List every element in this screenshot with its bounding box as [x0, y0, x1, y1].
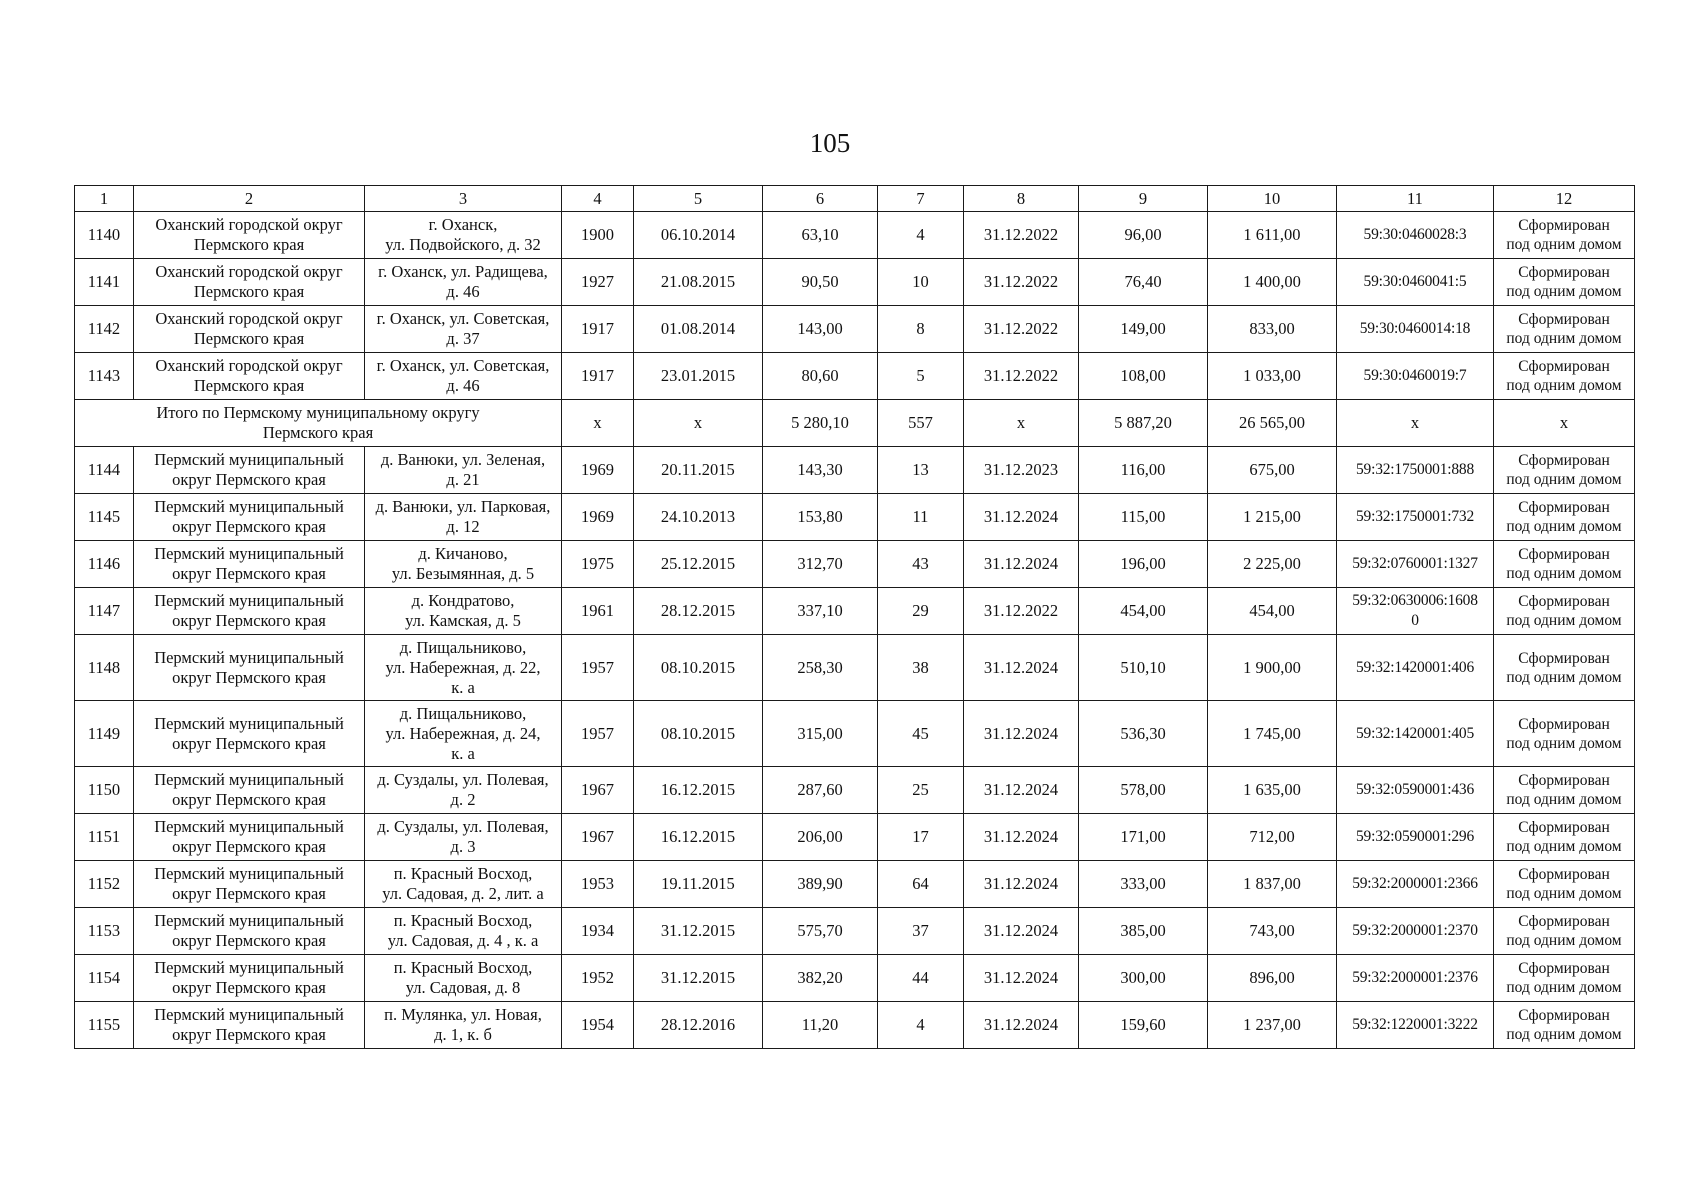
year-built-cell: 1954 — [562, 1002, 634, 1049]
year-built-cell: 1969 — [562, 447, 634, 494]
cadastral-number-cell: 59:32:2000001:2370 — [1337, 908, 1494, 955]
table-row — [75, 955, 1635, 1002]
area-cell: 382,20 — [763, 955, 878, 1002]
residents-cell: 13 — [878, 447, 964, 494]
area-cell: 80,60 — [763, 353, 878, 400]
table-row — [75, 635, 1635, 701]
recognition-date-cell: 06.10.2014 — [634, 212, 763, 259]
relocation-date-cell: 31.12.2022 — [964, 588, 1079, 635]
recognition-date-cell: 08.10.2015 — [634, 635, 763, 701]
residents-cell: 10 — [878, 259, 964, 306]
municipality-cell: Пермский муниципальный округ Пермского края — [134, 1002, 365, 1049]
cadastral-number-cell: 59:32:0630006:1608 0 — [1337, 588, 1494, 635]
total-value-cell: 557 — [878, 400, 964, 447]
cadastral-value-cell: 675,00 — [1208, 447, 1337, 494]
area-cell: 315,00 — [763, 701, 878, 767]
total-label: Итого по Пермскому муниципальному округу Пермского края — [75, 400, 562, 447]
relocation-date-cell: 31.12.2024 — [964, 494, 1079, 541]
recognition-date-cell: 31.12.2015 — [634, 908, 763, 955]
row-number-cell: 1152 — [75, 861, 134, 908]
year-built-cell: 1917 — [562, 353, 634, 400]
column-header: 6 — [763, 186, 878, 212]
municipality-cell: Пермский муниципальный округ Пермского края — [134, 908, 365, 955]
row-number-cell: 1142 — [75, 306, 134, 353]
recognition-date-cell: 25.12.2015 — [634, 541, 763, 588]
year-built-cell: 1967 — [562, 767, 634, 814]
year-built-cell: 1967 — [562, 814, 634, 861]
land-area-cell: 108,00 — [1079, 353, 1208, 400]
cadastral-value-cell: 1 237,00 — [1208, 1002, 1337, 1049]
cadastral-number-cell: 59:32:0590001:436 — [1337, 767, 1494, 814]
recognition-date-cell: 19.11.2015 — [634, 861, 763, 908]
land-area-cell: 149,00 — [1079, 306, 1208, 353]
year-built-cell: 1900 — [562, 212, 634, 259]
cadastral-value-cell: 1 400,00 — [1208, 259, 1337, 306]
relocation-date-cell: 31.12.2022 — [964, 212, 1079, 259]
area-cell: 575,70 — [763, 908, 878, 955]
recognition-date-cell: 21.08.2015 — [634, 259, 763, 306]
address-cell: г. Оханск, ул. Советская, д. 46 — [365, 353, 562, 400]
total-row — [75, 400, 1635, 447]
row-number-cell: 1146 — [75, 541, 134, 588]
area-cell: 90,50 — [763, 259, 878, 306]
cadastral-value-cell: 896,00 — [1208, 955, 1337, 1002]
land-status-cell: Сформирован под одним домом — [1494, 588, 1635, 635]
relocation-date-cell: 31.12.2024 — [964, 955, 1079, 1002]
cadastral-value-cell: 1 033,00 — [1208, 353, 1337, 400]
recognition-date-cell: 31.12.2015 — [634, 955, 763, 1002]
table-row — [75, 701, 1635, 767]
land-area-cell: 159,60 — [1079, 1002, 1208, 1049]
land-area-cell: 116,00 — [1079, 447, 1208, 494]
address-cell: п. Красный Восход, ул. Садовая, д. 2, лит. а — [365, 861, 562, 908]
land-status-cell: Сформирован под одним домом — [1494, 701, 1635, 767]
year-built-cell: 1953 — [562, 861, 634, 908]
address-cell: д. Кондратово, ул. Камская, д. 5 — [365, 588, 562, 635]
area-cell: 337,10 — [763, 588, 878, 635]
row-number-cell: 1153 — [75, 908, 134, 955]
year-built-cell: 1969 — [562, 494, 634, 541]
land-status-cell: Сформирован под одним домом — [1494, 1002, 1635, 1049]
address-cell: д. Кичаново, ул. Безымянная, д. 5 — [365, 541, 562, 588]
total-value-cell: х — [964, 400, 1079, 447]
column-number-row — [75, 186, 1635, 212]
cadastral-value-cell: 833,00 — [1208, 306, 1337, 353]
land-status-cell: Сформирован под одним домом — [1494, 955, 1635, 1002]
residents-cell: 64 — [878, 861, 964, 908]
recognition-date-cell: 08.10.2015 — [634, 701, 763, 767]
residents-cell: 8 — [878, 306, 964, 353]
year-built-cell: 1934 — [562, 908, 634, 955]
address-cell: д. Пищальниково, ул. Набережная, д. 22, к. а — [365, 635, 562, 701]
land-area-cell: 578,00 — [1079, 767, 1208, 814]
area-cell: 258,30 — [763, 635, 878, 701]
row-number-cell: 1145 — [75, 494, 134, 541]
total-value-cell: х — [634, 400, 763, 447]
table-row — [75, 908, 1635, 955]
municipality-cell: Пермский муниципальный округ Пермского края — [134, 861, 365, 908]
total-value-cell: х — [1494, 400, 1635, 447]
housing-register-table — [74, 185, 1635, 1049]
cadastral-value-cell: 1 745,00 — [1208, 701, 1337, 767]
land-area-cell: 300,00 — [1079, 955, 1208, 1002]
cadastral-number-cell: 59:32:0760001:1327 — [1337, 541, 1494, 588]
cadastral-number-cell: 59:32:1750001:732 — [1337, 494, 1494, 541]
residents-cell: 43 — [878, 541, 964, 588]
land-status-cell: Сформирован под одним домом — [1494, 861, 1635, 908]
residents-cell: 11 — [878, 494, 964, 541]
land-area-cell: 333,00 — [1079, 861, 1208, 908]
land-area-cell: 171,00 — [1079, 814, 1208, 861]
relocation-date-cell: 31.12.2024 — [964, 701, 1079, 767]
total-value-cell: 26 565,00 — [1208, 400, 1337, 447]
relocation-date-cell: 31.12.2024 — [964, 1002, 1079, 1049]
land-status-cell: Сформирован под одним домом — [1494, 635, 1635, 701]
column-header: 9 — [1079, 186, 1208, 212]
year-built-cell: 1927 — [562, 259, 634, 306]
address-cell: д. Ванюки, ул. Парковая, д. 12 — [365, 494, 562, 541]
residents-cell: 29 — [878, 588, 964, 635]
cadastral-number-cell: 59:32:2000001:2366 — [1337, 861, 1494, 908]
cadastral-number-cell: 59:32:0590001:296 — [1337, 814, 1494, 861]
residents-cell: 5 — [878, 353, 964, 400]
table-row — [75, 1002, 1635, 1049]
column-header: 2 — [134, 186, 365, 212]
area-cell: 389,90 — [763, 861, 878, 908]
table-row — [75, 541, 1635, 588]
row-number-cell: 1150 — [75, 767, 134, 814]
residents-cell: 44 — [878, 955, 964, 1002]
land-area-cell: 115,00 — [1079, 494, 1208, 541]
address-cell: д. Суздалы, ул. Полевая, д. 3 — [365, 814, 562, 861]
land-status-cell: Сформирован под одним домом — [1494, 541, 1635, 588]
column-header: 10 — [1208, 186, 1337, 212]
land-status-cell: Сформирован под одним домом — [1494, 814, 1635, 861]
municipality-cell: Оханский городской округ Пермского края — [134, 306, 365, 353]
table-row — [75, 353, 1635, 400]
municipality-cell: Пермский муниципальный округ Пермского края — [134, 541, 365, 588]
recognition-date-cell: 28.12.2015 — [634, 588, 763, 635]
year-built-cell: 1917 — [562, 306, 634, 353]
cadastral-number-cell: 59:30:0460041:5 — [1337, 259, 1494, 306]
recognition-date-cell: 24.10.2013 — [634, 494, 763, 541]
land-area-cell: 385,00 — [1079, 908, 1208, 955]
relocation-date-cell: 31.12.2024 — [964, 861, 1079, 908]
row-number-cell: 1141 — [75, 259, 134, 306]
area-cell: 63,10 — [763, 212, 878, 259]
residents-cell: 25 — [878, 767, 964, 814]
cadastral-number-cell: 59:30:0460028:3 — [1337, 212, 1494, 259]
address-cell: г. Оханск, ул. Советская, д. 37 — [365, 306, 562, 353]
address-cell: д. Ванюки, ул. Зеленая, д. 21 — [365, 447, 562, 494]
relocation-date-cell: 31.12.2023 — [964, 447, 1079, 494]
recognition-date-cell: 28.12.2016 — [634, 1002, 763, 1049]
table-row — [75, 767, 1635, 814]
relocation-date-cell: 31.12.2022 — [964, 353, 1079, 400]
relocation-date-cell: 31.12.2024 — [964, 541, 1079, 588]
table-row — [75, 494, 1635, 541]
cadastral-value-cell: 1 215,00 — [1208, 494, 1337, 541]
municipality-cell: Пермский муниципальный округ Пермского края — [134, 588, 365, 635]
row-number-cell: 1140 — [75, 212, 134, 259]
cadastral-number-cell: 59:32:1750001:888 — [1337, 447, 1494, 494]
address-cell: г. Оханск, ул. Подвойского, д. 32 — [365, 212, 562, 259]
land-status-cell: Сформирован под одним домом — [1494, 494, 1635, 541]
row-number-cell: 1147 — [75, 588, 134, 635]
address-cell: п. Красный Восход, ул. Садовая, д. 8 — [365, 955, 562, 1002]
municipality-cell: Пермский муниципальный округ Пермского края — [134, 635, 365, 701]
row-number-cell: 1154 — [75, 955, 134, 1002]
relocation-date-cell: 31.12.2022 — [964, 306, 1079, 353]
year-built-cell: 1957 — [562, 701, 634, 767]
cadastral-value-cell: 1 635,00 — [1208, 767, 1337, 814]
residents-cell: 4 — [878, 1002, 964, 1049]
area-cell: 153,80 — [763, 494, 878, 541]
address-cell: п. Мулянка, ул. Новая, д. 1, к. б — [365, 1002, 562, 1049]
cadastral-number-cell: 59:30:0460019:7 — [1337, 353, 1494, 400]
land-area-cell: 510,10 — [1079, 635, 1208, 701]
cadastral-value-cell: 743,00 — [1208, 908, 1337, 955]
cadastral-number-cell: 59:32:1420001:406 — [1337, 635, 1494, 701]
area-cell: 11,20 — [763, 1002, 878, 1049]
residents-cell: 45 — [878, 701, 964, 767]
row-number-cell: 1151 — [75, 814, 134, 861]
column-header: 3 — [365, 186, 562, 212]
total-value-cell: х — [1337, 400, 1494, 447]
table-row — [75, 259, 1635, 306]
cadastral-number-cell: 59:32:1220001:3222 — [1337, 1002, 1494, 1049]
area-cell: 287,60 — [763, 767, 878, 814]
municipality-cell: Пермский муниципальный округ Пермского края — [134, 447, 365, 494]
column-header: 1 — [75, 186, 134, 212]
land-status-cell: Сформирован под одним домом — [1494, 212, 1635, 259]
cadastral-value-cell: 712,00 — [1208, 814, 1337, 861]
cadastral-value-cell: 454,00 — [1208, 588, 1337, 635]
municipality-cell: Оханский городской округ Пермского края — [134, 212, 365, 259]
land-area-cell: 196,00 — [1079, 541, 1208, 588]
address-cell: д. Пищальниково, ул. Набережная, д. 24, к. а — [365, 701, 562, 767]
total-value-cell: 5 280,10 — [763, 400, 878, 447]
address-cell: д. Суздалы, ул. Полевая, д. 2 — [365, 767, 562, 814]
area-cell: 206,00 — [763, 814, 878, 861]
table-row — [75, 814, 1635, 861]
relocation-date-cell: 31.12.2022 — [964, 259, 1079, 306]
row-number-cell: 1155 — [75, 1002, 134, 1049]
table-row — [75, 447, 1635, 494]
residents-cell: 4 — [878, 212, 964, 259]
cadastral-value-cell: 1 837,00 — [1208, 861, 1337, 908]
land-area-cell: 454,00 — [1079, 588, 1208, 635]
land-status-cell: Сформирован под одним домом — [1494, 908, 1635, 955]
row-number-cell: 1148 — [75, 635, 134, 701]
cadastral-number-cell: 59:32:1420001:405 — [1337, 701, 1494, 767]
residents-cell: 17 — [878, 814, 964, 861]
column-header: 5 — [634, 186, 763, 212]
land-status-cell: Сформирован под одним домом — [1494, 259, 1635, 306]
recognition-date-cell: 16.12.2015 — [634, 814, 763, 861]
year-built-cell: 1957 — [562, 635, 634, 701]
area-cell: 143,00 — [763, 306, 878, 353]
relocation-date-cell: 31.12.2024 — [964, 908, 1079, 955]
total-value-cell: х — [562, 400, 634, 447]
recognition-date-cell: 23.01.2015 — [634, 353, 763, 400]
address-cell: п. Красный Восход, ул. Садовая, д. 4 , к. а — [365, 908, 562, 955]
municipality-cell: Пермский муниципальный округ Пермского края — [134, 767, 365, 814]
row-number-cell: 1149 — [75, 701, 134, 767]
address-cell: г. Оханск, ул. Радищева, д. 46 — [365, 259, 562, 306]
recognition-date-cell: 16.12.2015 — [634, 767, 763, 814]
recognition-date-cell: 01.08.2014 — [634, 306, 763, 353]
cadastral-value-cell: 1 900,00 — [1208, 635, 1337, 701]
land-area-cell: 76,40 — [1079, 259, 1208, 306]
relocation-date-cell: 31.12.2024 — [964, 635, 1079, 701]
municipality-cell: Пермский муниципальный округ Пермского края — [134, 955, 365, 1002]
column-header: 12 — [1494, 186, 1635, 212]
recognition-date-cell: 20.11.2015 — [634, 447, 763, 494]
column-header: 7 — [878, 186, 964, 212]
column-header: 11 — [1337, 186, 1494, 212]
area-cell: 312,70 — [763, 541, 878, 588]
land-area-cell: 96,00 — [1079, 212, 1208, 259]
land-status-cell: Сформирован под одним домом — [1494, 447, 1635, 494]
column-header: 8 — [964, 186, 1079, 212]
land-status-cell: Сформирован под одним домом — [1494, 353, 1635, 400]
total-value-cell: 5 887,20 — [1079, 400, 1208, 447]
municipality-cell: Пермский муниципальный округ Пермского края — [134, 701, 365, 767]
area-cell: 143,30 — [763, 447, 878, 494]
relocation-date-cell: 31.12.2024 — [964, 767, 1079, 814]
land-area-cell: 536,30 — [1079, 701, 1208, 767]
column-header: 4 — [562, 186, 634, 212]
municipality-cell: Оханский городской округ Пермского края — [134, 259, 365, 306]
residents-cell: 38 — [878, 635, 964, 701]
cadastral-value-cell: 1 611,00 — [1208, 212, 1337, 259]
residents-cell: 37 — [878, 908, 964, 955]
land-status-cell: Сформирован под одним домом — [1494, 306, 1635, 353]
row-number-cell: 1144 — [75, 447, 134, 494]
land-status-cell: Сформирован под одним домом — [1494, 767, 1635, 814]
year-built-cell: 1961 — [562, 588, 634, 635]
cadastral-number-cell: 59:30:0460014:18 — [1337, 306, 1494, 353]
table-row — [75, 588, 1635, 635]
year-built-cell: 1952 — [562, 955, 634, 1002]
year-built-cell: 1975 — [562, 541, 634, 588]
cadastral-value-cell: 2 225,00 — [1208, 541, 1337, 588]
municipality-cell: Оханский городской округ Пермского края — [134, 353, 365, 400]
table-row — [75, 212, 1635, 259]
municipality-cell: Пермский муниципальный округ Пермского края — [134, 494, 365, 541]
municipality-cell: Пермский муниципальный округ Пермского края — [134, 814, 365, 861]
page-number: 105 — [809, 128, 851, 158]
cadastral-number-cell: 59:32:2000001:2376 — [1337, 955, 1494, 1002]
table-row — [75, 861, 1635, 908]
table-row — [75, 306, 1635, 353]
relocation-date-cell: 31.12.2024 — [964, 814, 1079, 861]
row-number-cell: 1143 — [75, 353, 134, 400]
